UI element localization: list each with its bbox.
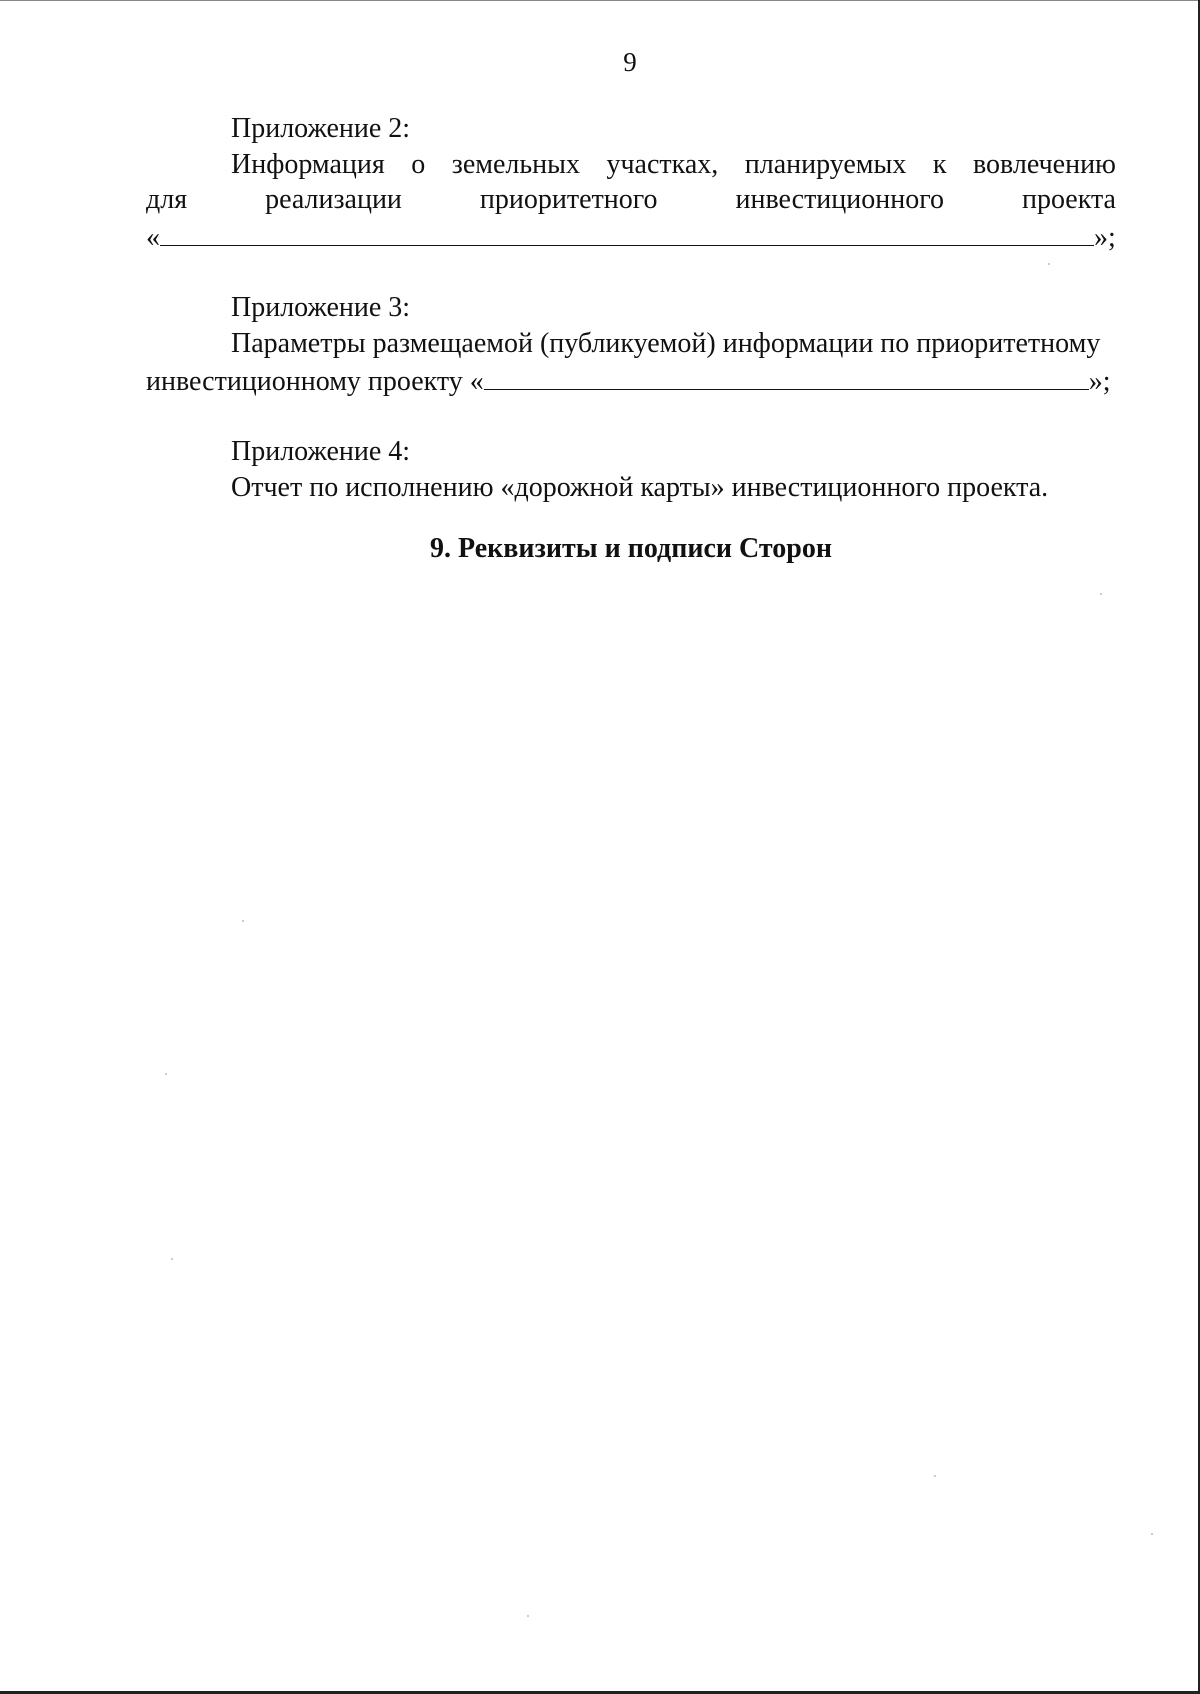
appendix-3-line-1: Параметры размещаемой (публикуемой) информации по приоритетному — [231, 328, 1101, 359]
close-quote: »; — [1088, 366, 1111, 397]
scan-speck — [171, 1258, 173, 1260]
appendix-2-line-2 — [146, 183, 1116, 217]
word: вовлечению — [972, 149, 1116, 180]
project-name-blank — [160, 219, 1094, 246]
word: земельных — [451, 149, 580, 180]
line-prefix: инвестиционному проекту « — [146, 366, 484, 397]
word: о — [411, 149, 426, 180]
appendix-4-label: Приложение 4: — [231, 436, 411, 467]
appendix-3-line-2 — [146, 363, 1111, 399]
word: планируемых — [744, 149, 907, 180]
appendix-2-line-1 — [231, 148, 1116, 182]
word: Информация — [231, 149, 385, 180]
scan-speck — [1048, 263, 1050, 265]
word: для — [146, 184, 188, 215]
scan-speck — [1100, 593, 1102, 595]
word: проекта — [1021, 184, 1116, 215]
word: реализации — [265, 184, 402, 215]
close-quote: »; — [1094, 222, 1116, 253]
appendix-3-label: Приложение 3: — [231, 292, 411, 323]
section-heading: 9. Реквизиты и подписи Сторон — [430, 533, 832, 564]
word: приоритетного — [479, 184, 658, 215]
scan-speck — [165, 1073, 167, 1075]
scan-speck — [242, 920, 244, 922]
scan-speck — [527, 1615, 529, 1617]
word: инвестиционного — [735, 184, 945, 215]
open-quote: « — [146, 222, 160, 253]
page-number: 9 — [623, 47, 637, 77]
word: участках, — [606, 149, 719, 180]
word: к — [932, 149, 947, 180]
scan-speck — [934, 1475, 936, 1477]
appendix-2-line-3 — [146, 219, 1116, 255]
scan-speck — [1151, 1533, 1153, 1535]
page-top-edge — [0, 0, 1200, 1]
appendix-2-label: Приложение 2: — [231, 113, 411, 144]
appendix-4-line-1: Отчет по исполнению «дорожной карты» инвестиционного проекта. — [231, 472, 1049, 503]
project-name-blank — [484, 363, 1089, 390]
